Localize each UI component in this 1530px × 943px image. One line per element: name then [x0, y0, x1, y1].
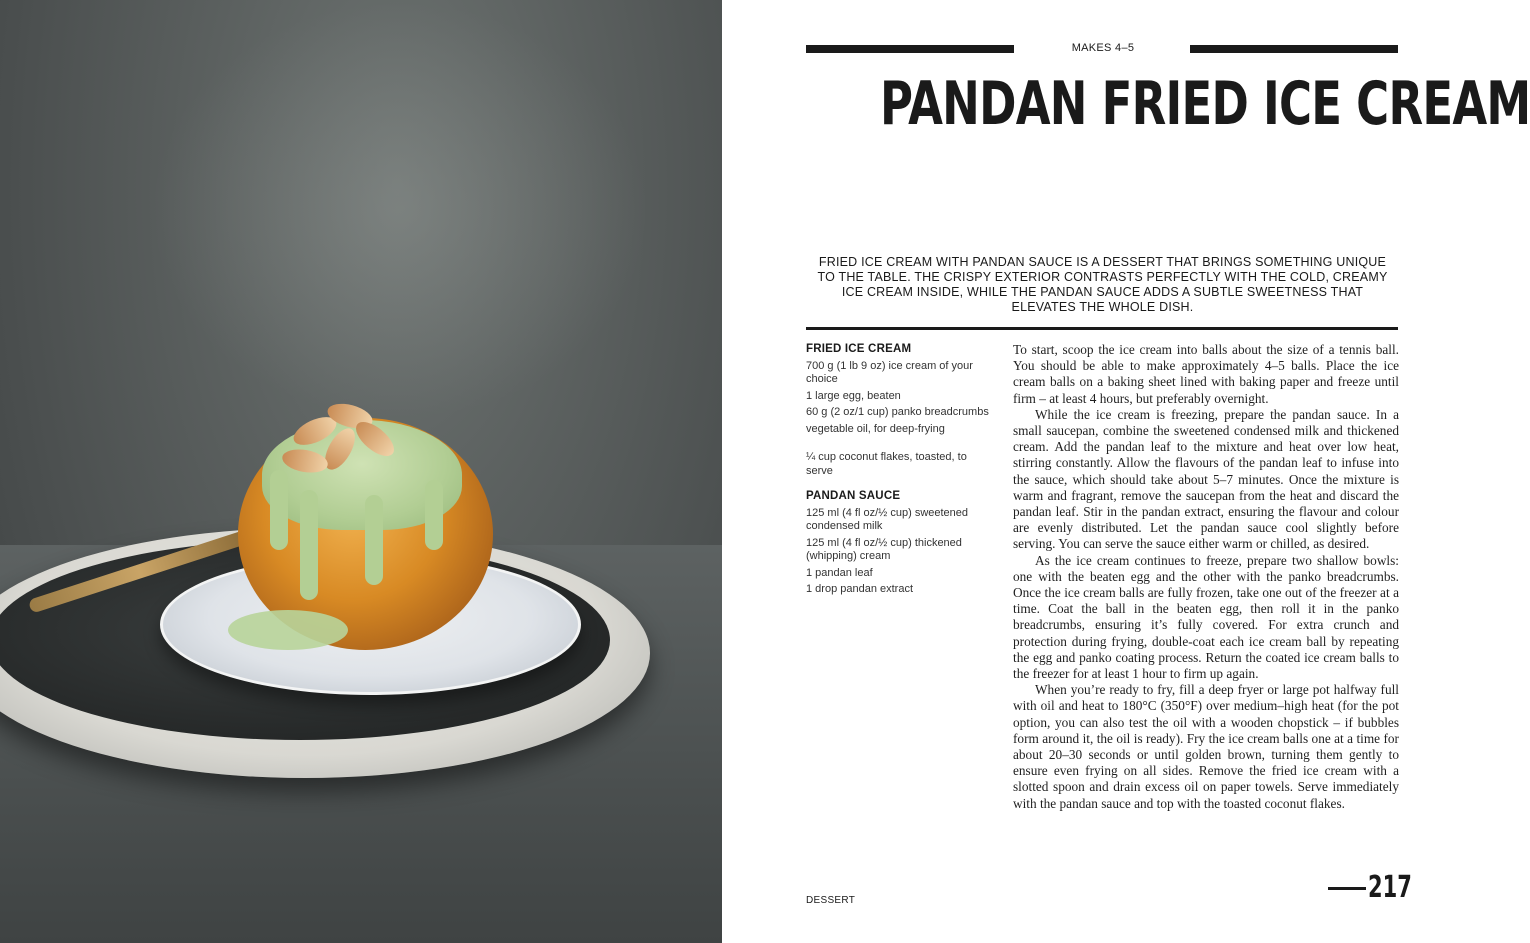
- page-number: 217: [1368, 870, 1412, 905]
- ingredient-item: 125 ml (4 fl oz/½ cup) thickened (whipping) cream: [806, 536, 962, 562]
- method-paragraph: When you’re ready to fry, fill a deep fryer or large pot halfway full with oil and heat to 180°C (350°F) over medium–high heat (for the pot option, you can also test the oil with a wooden chopstick – if bubbles form around it, the oil is ready). Fry the ice cream balls one at a time for about 20–30 seconds or until golden brown, turning them gently to ensure even frying on all sides. Remove the fried ice cream with a slotted spoon and drain excess oil on paper towels. Serve immediately with the pandan sauce and top with the toasted coconut flakes.: [1013, 682, 1399, 811]
- method-text: [1013, 342, 1399, 812]
- ingredients-heading: FRIED ICE CREAM: [806, 343, 912, 355]
- method-paragraph: To start, scoop the ice cream into balls about the size of a tennis ball. You should be able to make approximately 4–5 balls. Place the ice cream balls on a baking sheet lined with baking paper and freeze until firm – at least 4 hours, but preferably overnight.: [1013, 342, 1399, 406]
- yield-label: MAKES 4–5: [1071, 42, 1135, 54]
- ingredient-item: 1 large egg, beaten: [806, 389, 901, 402]
- recipe-intro: FRIED ICE CREAM WITH PANDAN SAUCE IS A DESSERT THAT BRINGS SOMETHING UNIQUE TO THE TABLE. THE CRISPY EXTERIOR CONTRASTS PERFECTLY WITH THE COLD, CREAMY ICE CREAM INSIDE, WHILE THE PANDAN SAUCE ADDS A SUBTLE SWEETNESS THAT ELEVATES THE WHOLE DISH.: [817, 255, 1388, 314]
- ingredient-item: 700 g (1 lb 9 oz) ice cream of your choice: [806, 359, 973, 385]
- ingredient-item: 1 drop pandan extract: [806, 583, 914, 595]
- page-number-rule: [1328, 887, 1366, 890]
- header-rule-right: [1190, 45, 1398, 53]
- sauce-drip: [270, 470, 288, 550]
- section-label: DESSERT: [806, 895, 856, 906]
- ingredient-item: 125 ml (4 fl oz/½ cup) sweetened condensed milk: [806, 506, 969, 532]
- ingredient-item: 1 pandan leaf: [806, 566, 873, 579]
- recipe-title: PANDAN FRIED ICE CREAM: [880, 69, 1530, 139]
- header-rule-left: [806, 45, 1014, 53]
- coconut-flakes: [282, 400, 412, 480]
- sauce-drip: [300, 490, 318, 600]
- method-paragraph: As the ice cream continues to freeze, prepare two shallow bowls: one with the beaten egg and the other with the panko breadcrumbs. Once the ice cream balls are fully frozen, take one out of the freezer at a time. Coat the ball in the beaten egg, then roll it in the panko breadcrumbs, ensuring it’s fully covered. For extra crunch and protection during frying, double-coat each ice cream ball by repeating the egg and panko coating process. Return the coated ice cream balls to the freezer for at least 1 hour to firm up again.: [1013, 552, 1399, 682]
- ingredients-heading: PANDAN SAUCE: [806, 490, 901, 502]
- ingredient-item: 60 g (2 oz/1 cup) panko breadcrumbs: [806, 406, 989, 418]
- sauce-drip: [425, 480, 443, 550]
- section-divider: [806, 327, 1398, 330]
- sauce-drip: [365, 495, 383, 585]
- dish-photo: [0, 0, 722, 943]
- ingredient-item: ¼ cup coconut flakes, toasted, to serve: [806, 451, 967, 477]
- method-paragraph: While the ice cream is freezing, prepare the pandan sauce. In a small saucepan, combine the sweetened condensed milk and thickened cream. Add the pandan leaf to the mixture and heat over low heat, stirring constantly. Allow the flavours of the pandan leaf to infuse into the sauce, which should take about 5–7 minutes. Once the mixture is warm and fragrant, remove the saucepan from the heat and discard the pandan leaf. Stir in the pandan extract, ensuring the flavour and colour are evenly distributed. Let the pandan sauce cool slightly before serving. You can serve the sauce either warm or chilled, as desired.: [1013, 406, 1399, 552]
- wall-highlight: [150, 0, 650, 420]
- sauce-puddle: [228, 610, 348, 650]
- ingredients-list: [806, 343, 991, 600]
- ingredient-item: vegetable oil, for deep-frying: [806, 422, 945, 435]
